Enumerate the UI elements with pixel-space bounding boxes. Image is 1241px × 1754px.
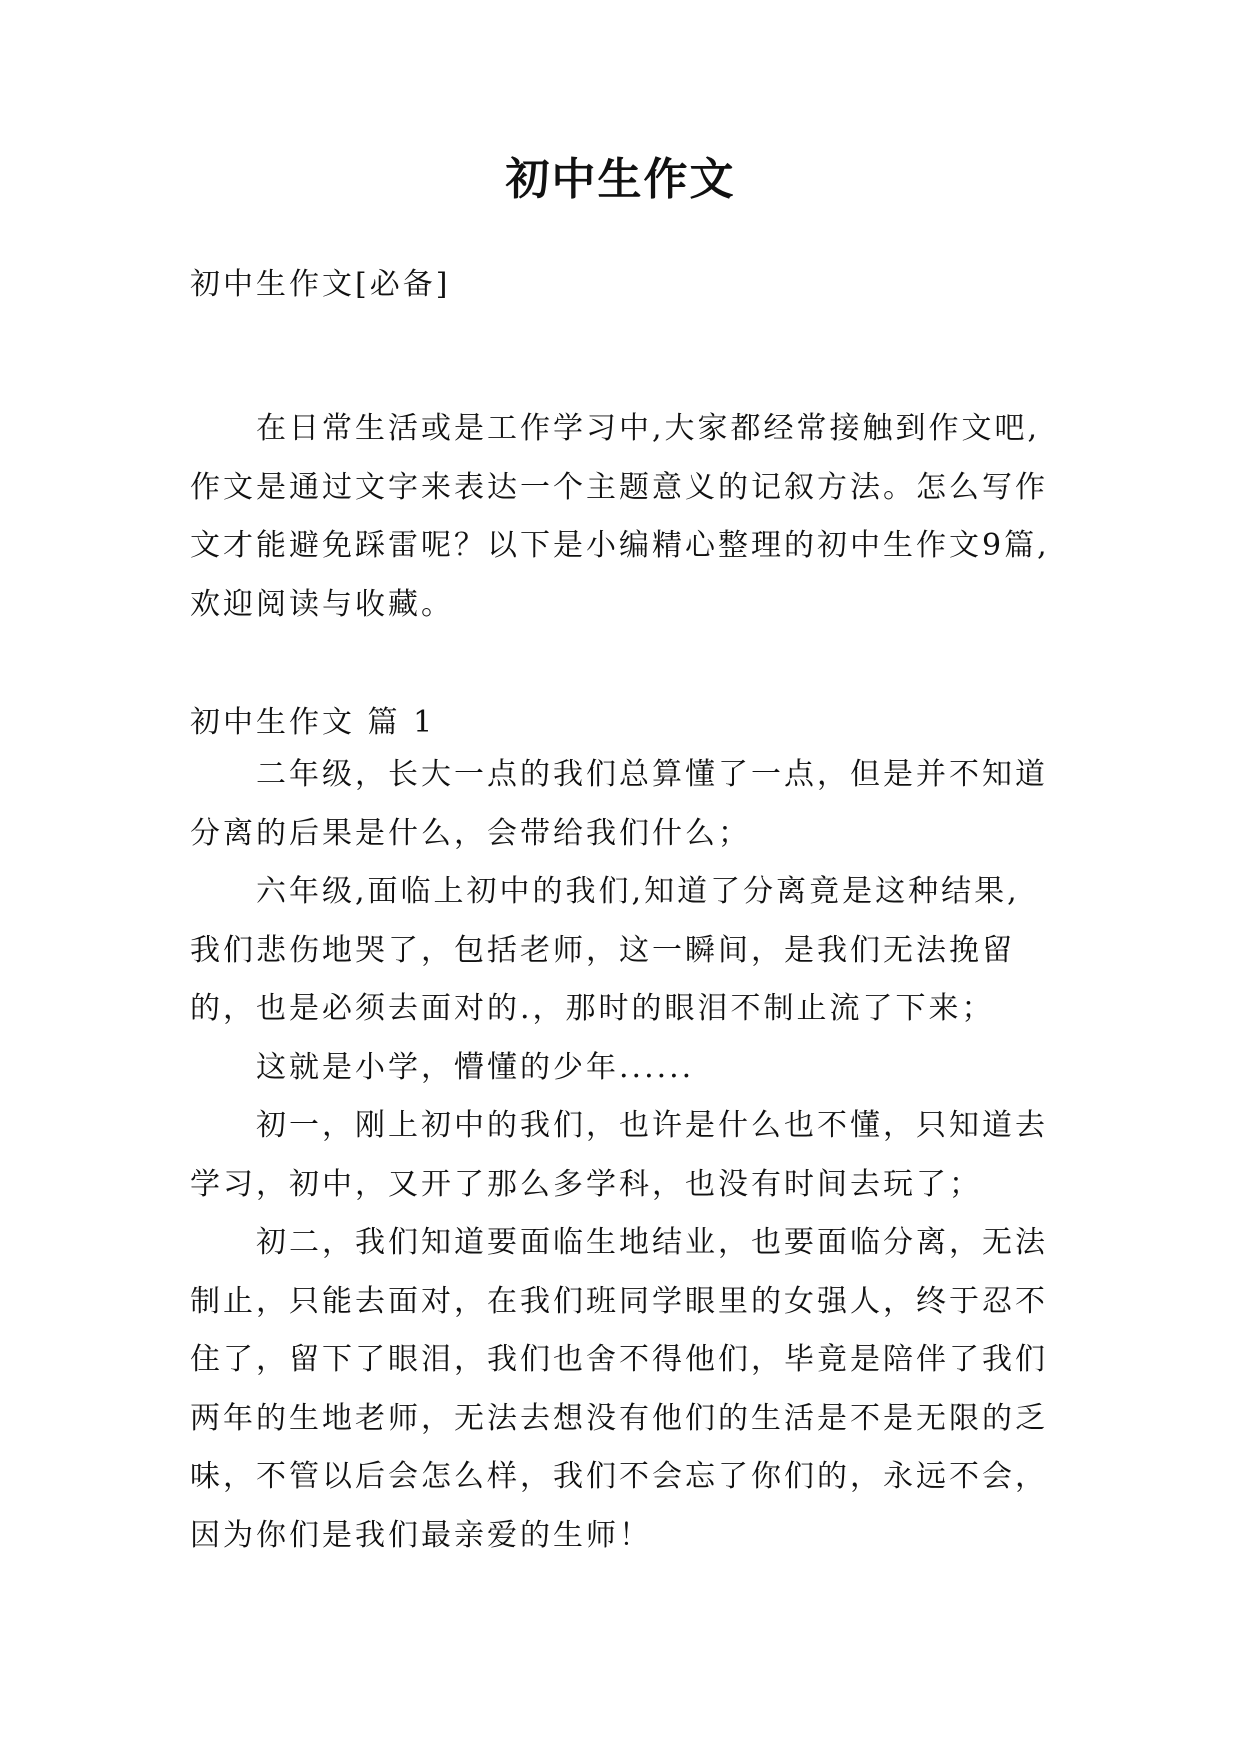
document-title: 初中生作文 <box>505 154 736 205</box>
body-line: 我们悲伤地哭了，包括老师，这一瞬间，是我们无法挽留 <box>190 932 1015 968</box>
body-line: 的，也是必须去面对的.，那时的眼泪不制止流了下来； <box>190 991 995 1026</box>
body-line: 初一，刚上初中的我们，也许是什么也不懂，只知道去 <box>256 1108 1048 1143</box>
body-line: 初二，我们知道要面临生地结业，也要面临分离，无法 <box>256 1225 1048 1260</box>
intro-line: 欢迎阅读与收藏。 <box>190 586 454 622</box>
intro-line: 文才能避免踩雷呢？以下是小编精心整理的初中生作文9篇, <box>190 528 1050 563</box>
body-line: 因为你们是我们最亲爱的生师！ <box>190 1517 652 1553</box>
body-line: 两年的生地老师，无法去想没有他们的生活是不是无限的乏 <box>190 1400 1048 1436</box>
intro-paragraph <box>190 400 1070 634</box>
body-line: 二年级，长大一点的我们总算懂了一点，但是并不知道 <box>256 757 1048 792</box>
document-subtitle: 初中生作文[必备] <box>190 267 451 302</box>
intro-line: 作文是通过文字来表达一个主题意义的记叙方法。怎么写作 <box>190 469 1048 505</box>
body-line: 学习，初中，又开了那么多学科，也没有时间去玩了； <box>190 1166 982 1202</box>
body-line: 住了，留下了眼泪，我们也舍不得他们，毕竟是陪伴了我们 <box>190 1342 1048 1377</box>
body-line: 制止，只能去面对，在我们班同学眼里的女强人，终于忍不 <box>190 1283 1048 1319</box>
essay-body <box>190 746 1070 1565</box>
body-line: 六年级,面临上初中的我们,知道了分离竟是这种结果, <box>256 874 1020 909</box>
body-line: 味，不管以后会怎么样，我们不会忘了你们的，永远不会， <box>190 1459 1048 1494</box>
intro-line: 在日常生活或是工作学习中,大家都经常接触到作文吧, <box>256 411 1041 446</box>
body-line: 分离的后果是什么，会带给我们什么； <box>190 815 751 851</box>
body-line: 这就是小学，懵懂的少年...... <box>256 1049 695 1085</box>
section-heading: 初中生作文 篇 1 <box>190 705 436 740</box>
